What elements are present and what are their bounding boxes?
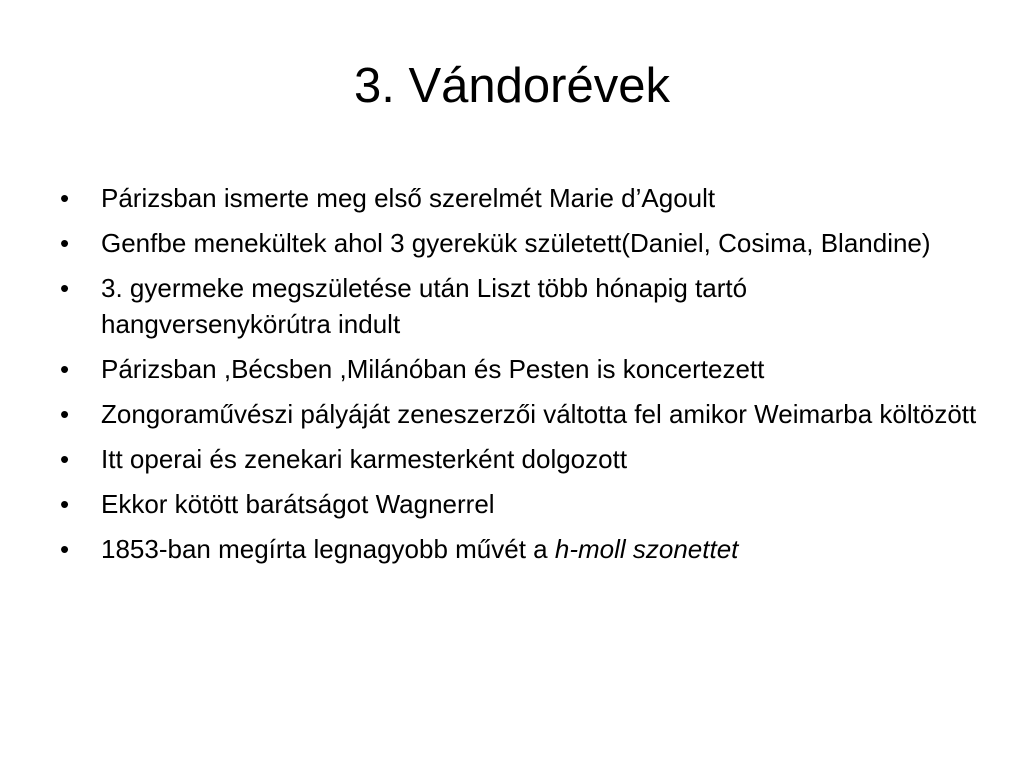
list-item [60, 531, 980, 567]
list-item [60, 486, 980, 522]
bullet-icon: • [60, 273, 70, 303]
bullet-icon: • [60, 444, 70, 474]
bullet-text: Párizsban ismerte meg első szerelmét Marie d’Agoult [101, 183, 716, 213]
bullet-icon: • [60, 489, 70, 519]
bullet-text: 3. gyermeke megszületése után Liszt több hónapig tartó hangversenykörútra indult [101, 273, 748, 339]
bullet-icon: • [60, 399, 70, 429]
bullet-list [60, 180, 980, 576]
bullet-text: Itt operai és zenekari karmesterként dolgozott [101, 444, 628, 474]
list-item [60, 270, 980, 342]
bullet-text: Genfbe menekültek ahol 3 gyerekük született(Daniel, Cosima, Blandine) [101, 228, 931, 258]
bullet-icon: • [60, 534, 70, 564]
bullet-icon: • [60, 183, 70, 213]
bullet-text: Párizsban ,Bécsben ,Milánóban és Pesten is koncertezett [101, 354, 765, 384]
list-item [60, 396, 980, 432]
list-item [60, 225, 980, 261]
list-item [60, 351, 980, 387]
bullet-text: Zongoraművészi pályáját zeneszerzői váltotta fel amikor Weimarba költözött [101, 399, 977, 429]
bullet-text: 1853-ban megírta legnagyobb művét a [101, 534, 555, 564]
slide-title: 3. Vándorévek [354, 59, 670, 113]
bullet-icon: • [60, 228, 70, 258]
bullet-emphasis-text: h-moll szonettet [554, 534, 739, 564]
bullet-icon: • [60, 354, 70, 384]
list-item [60, 180, 980, 216]
bullet-text: Ekkor kötött barátságot Wagnerrel [101, 489, 495, 519]
list-item [60, 441, 980, 477]
